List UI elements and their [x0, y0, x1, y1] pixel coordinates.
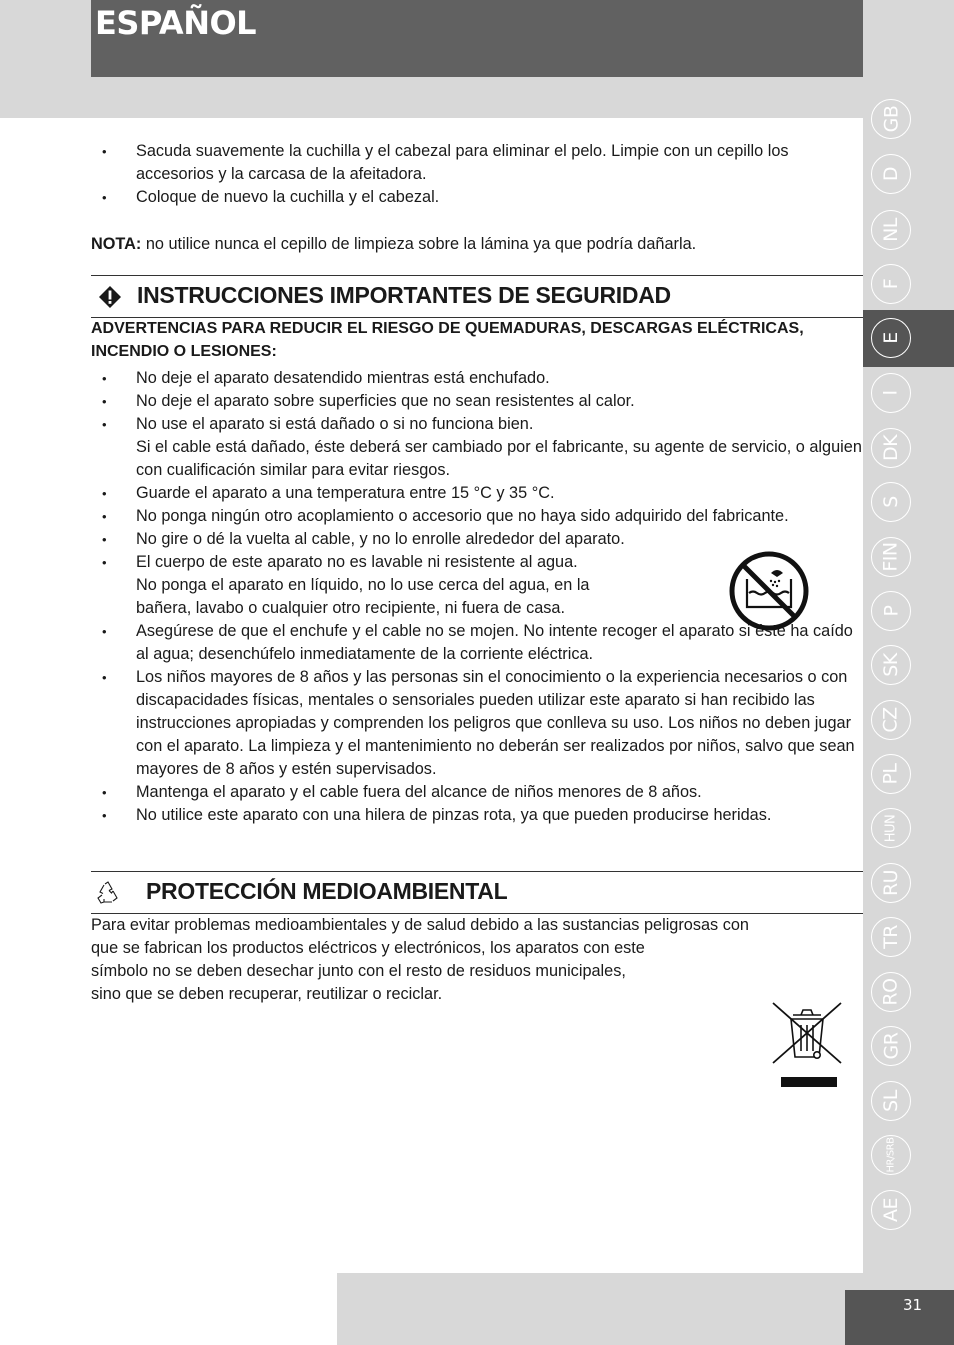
list-item-text: El cuerpo de este aparato no es lavable ni resistente al agua.: [136, 553, 578, 571]
lang-label: D: [879, 166, 902, 182]
paragraph-line: sino que se deben recuperar, reutilizar o reciclar.: [91, 985, 443, 1003]
lang-tab-f[interactable]: [871, 264, 911, 304]
lang-label: HR/SRB: [885, 1137, 896, 1173]
lang-label: P: [880, 605, 902, 617]
lang-label: SK: [880, 653, 902, 677]
lang-tab-p[interactable]: [871, 591, 911, 631]
lang-tab-ru[interactable]: [871, 863, 911, 903]
note-text: no utilice nunca el cepillo de limpieza sobre la lámina ya que podría dañarla.: [141, 235, 697, 253]
list-item: • No utilice este aparato con una hilera de pinzas rota, ya que pueden producirse heridas.: [91, 804, 863, 827]
cleaning-note: [91, 233, 863, 256]
lang-tab-tr[interactable]: [871, 917, 911, 957]
page-number-box: [845, 1290, 954, 1345]
list-item: • Los niños mayores de 8 años y las personas sin el conocimiento o la experiencia necesarios o con discapacidades físicas, mentales o sensoriales pueden utilizar este aparato si han recibido las instrucciones apropiadas y comprenden los peligros que conlleva su uso. Los niños no deben jugar con el aparato. La limpieza y el mantenimiento no deberán ser realizados por niños, salvo que sean mayores de 8 años y estén supervisados.: [91, 666, 863, 781]
list-item: • No deje el aparato desatendido mientras está enchufado.: [91, 367, 863, 390]
recycle-icon: [96, 881, 120, 905]
list-item: • No ponga ningún otro acoplamiento o accesorio que no haya sido adquirido del fabricante.: [91, 505, 863, 528]
lang-label: S: [880, 496, 902, 508]
list-item: • No gire o dé la vuelta al cable, y no lo enrolle alrededor del aparato.: [91, 528, 863, 551]
list-item: • Coloque de nuevo la cuchilla y el cabezal.: [91, 186, 863, 209]
footer-band: [337, 1273, 863, 1345]
paragraph-line: que se fabrican los productos eléctricos y electrónicos, los aparatos con este: [91, 939, 645, 957]
safety-heading: INSTRUCCIONES IMPORTANTES DE SEGURIDAD: [137, 282, 671, 308]
no-water-immersion-icon: [727, 551, 811, 631]
title-bar: [91, 0, 863, 77]
lang-tab-ae[interactable]: [871, 1190, 911, 1230]
note-label: NOTA:: [91, 235, 142, 253]
lang-tab-ro[interactable]: [871, 972, 911, 1012]
lang-tab-hr-srb[interactable]: [871, 1135, 911, 1175]
list-item: • Mantenga el aparato y el cable fuera del alcance de niños menores de 8 años.: [91, 781, 863, 804]
lang-label: E: [879, 332, 902, 344]
lang-label: F: [880, 278, 902, 290]
lang-tab-e[interactable]: [871, 318, 911, 358]
lang-tab-sk[interactable]: [871, 645, 911, 685]
lang-label: SL: [880, 1090, 902, 1112]
cable-note: Si el cable está dañado, éste deberá ser cambiado por el fabricante, su agente de servicio, o alguien con cualificación similar para evitar riesgos.: [136, 438, 862, 479]
lang-tab-nl[interactable]: [871, 210, 911, 250]
lang-label: TR: [880, 925, 902, 949]
lang-tab-gb[interactable]: [871, 99, 911, 139]
lang-tab-pl[interactable]: [871, 754, 911, 794]
page-number: 31: [903, 1296, 923, 1314]
lang-tab-i[interactable]: [871, 373, 911, 413]
list-item: • Guarde el aparato a una temperatura entre 15 °C y 35 °C.: [91, 482, 863, 505]
lang-tab-fin[interactable]: [871, 537, 911, 577]
lang-label: RU: [879, 869, 902, 897]
lang-label: GB: [879, 105, 902, 133]
lang-label: FIN: [880, 542, 902, 572]
lang-label: HUN: [883, 814, 899, 842]
environment-heading: PROTECCIÓN MEDIOAMBIENTAL: [146, 878, 508, 904]
list-item: [91, 413, 863, 482]
lang-label: PL: [879, 763, 902, 785]
safety-subheading: ADVERTENCIAS PARA REDUCIR EL RIESGO DE QUEMADURAS, DESCARGAS ELÉCTRICAS, INCENDIO O LESIONES:: [91, 320, 804, 360]
lang-label: DK: [880, 434, 902, 462]
environment-paragraph: [91, 914, 863, 1006]
list-item-text: No use el aparato si está dañado o si no funciona bien.: [136, 415, 534, 433]
lang-label: AE: [879, 1197, 902, 1223]
list-item: • No deje el aparato sobre superficies que no sean resistentes al calor.: [91, 390, 863, 413]
safety-section-header: [91, 275, 863, 318]
lang-label: I: [879, 390, 902, 396]
paragraph-line: símbolo no se deben desechar junto con el resto de residuos municipales,: [91, 962, 626, 980]
crossed-out-bin-icon: [771, 1001, 843, 1091]
lang-tab-s[interactable]: [871, 482, 911, 522]
lang-tab-dk[interactable]: [871, 428, 911, 468]
lang-label: NL: [880, 218, 902, 242]
environment-section-header: [91, 871, 863, 914]
lang-tab-gr[interactable]: [871, 1026, 911, 1066]
lang-tab-sl[interactable]: [871, 1081, 911, 1121]
warning-diamond-icon: [99, 286, 121, 308]
lang-label: CZ: [879, 707, 902, 733]
lang-label: GR: [880, 1032, 902, 1060]
lang-tab-cz[interactable]: [871, 700, 911, 740]
list-item: • Sacuda suavemente la cuchilla y el cabezal para eliminar el pelo. Limpie con un cepillo los accesorios y la carcasa de la afeitadora.: [91, 140, 863, 186]
lang-tab-hun[interactable]: [871, 808, 911, 848]
lang-tab-d[interactable]: [871, 154, 911, 194]
paragraph-line: Para evitar problemas medioambientales y de salud debido a las sustancias peligrosas con: [91, 916, 749, 934]
lang-label: RO: [879, 978, 902, 1006]
water-note: No ponga el aparato en líquido, no lo use cerca del agua, en la bañera, lavabo o cualquier otro recipiente, ni fuera de casa.: [136, 576, 590, 617]
page-title: ESPAÑOL: [95, 4, 257, 42]
list-item: • Asegúrese de que el enchufe y el cable no se mojen. No intente recoger el aparato si éste ha caído al agua; desenchúfelo inmediatamente de la corriente eléctrica.: [91, 620, 863, 666]
cleaning-list: [91, 140, 863, 209]
